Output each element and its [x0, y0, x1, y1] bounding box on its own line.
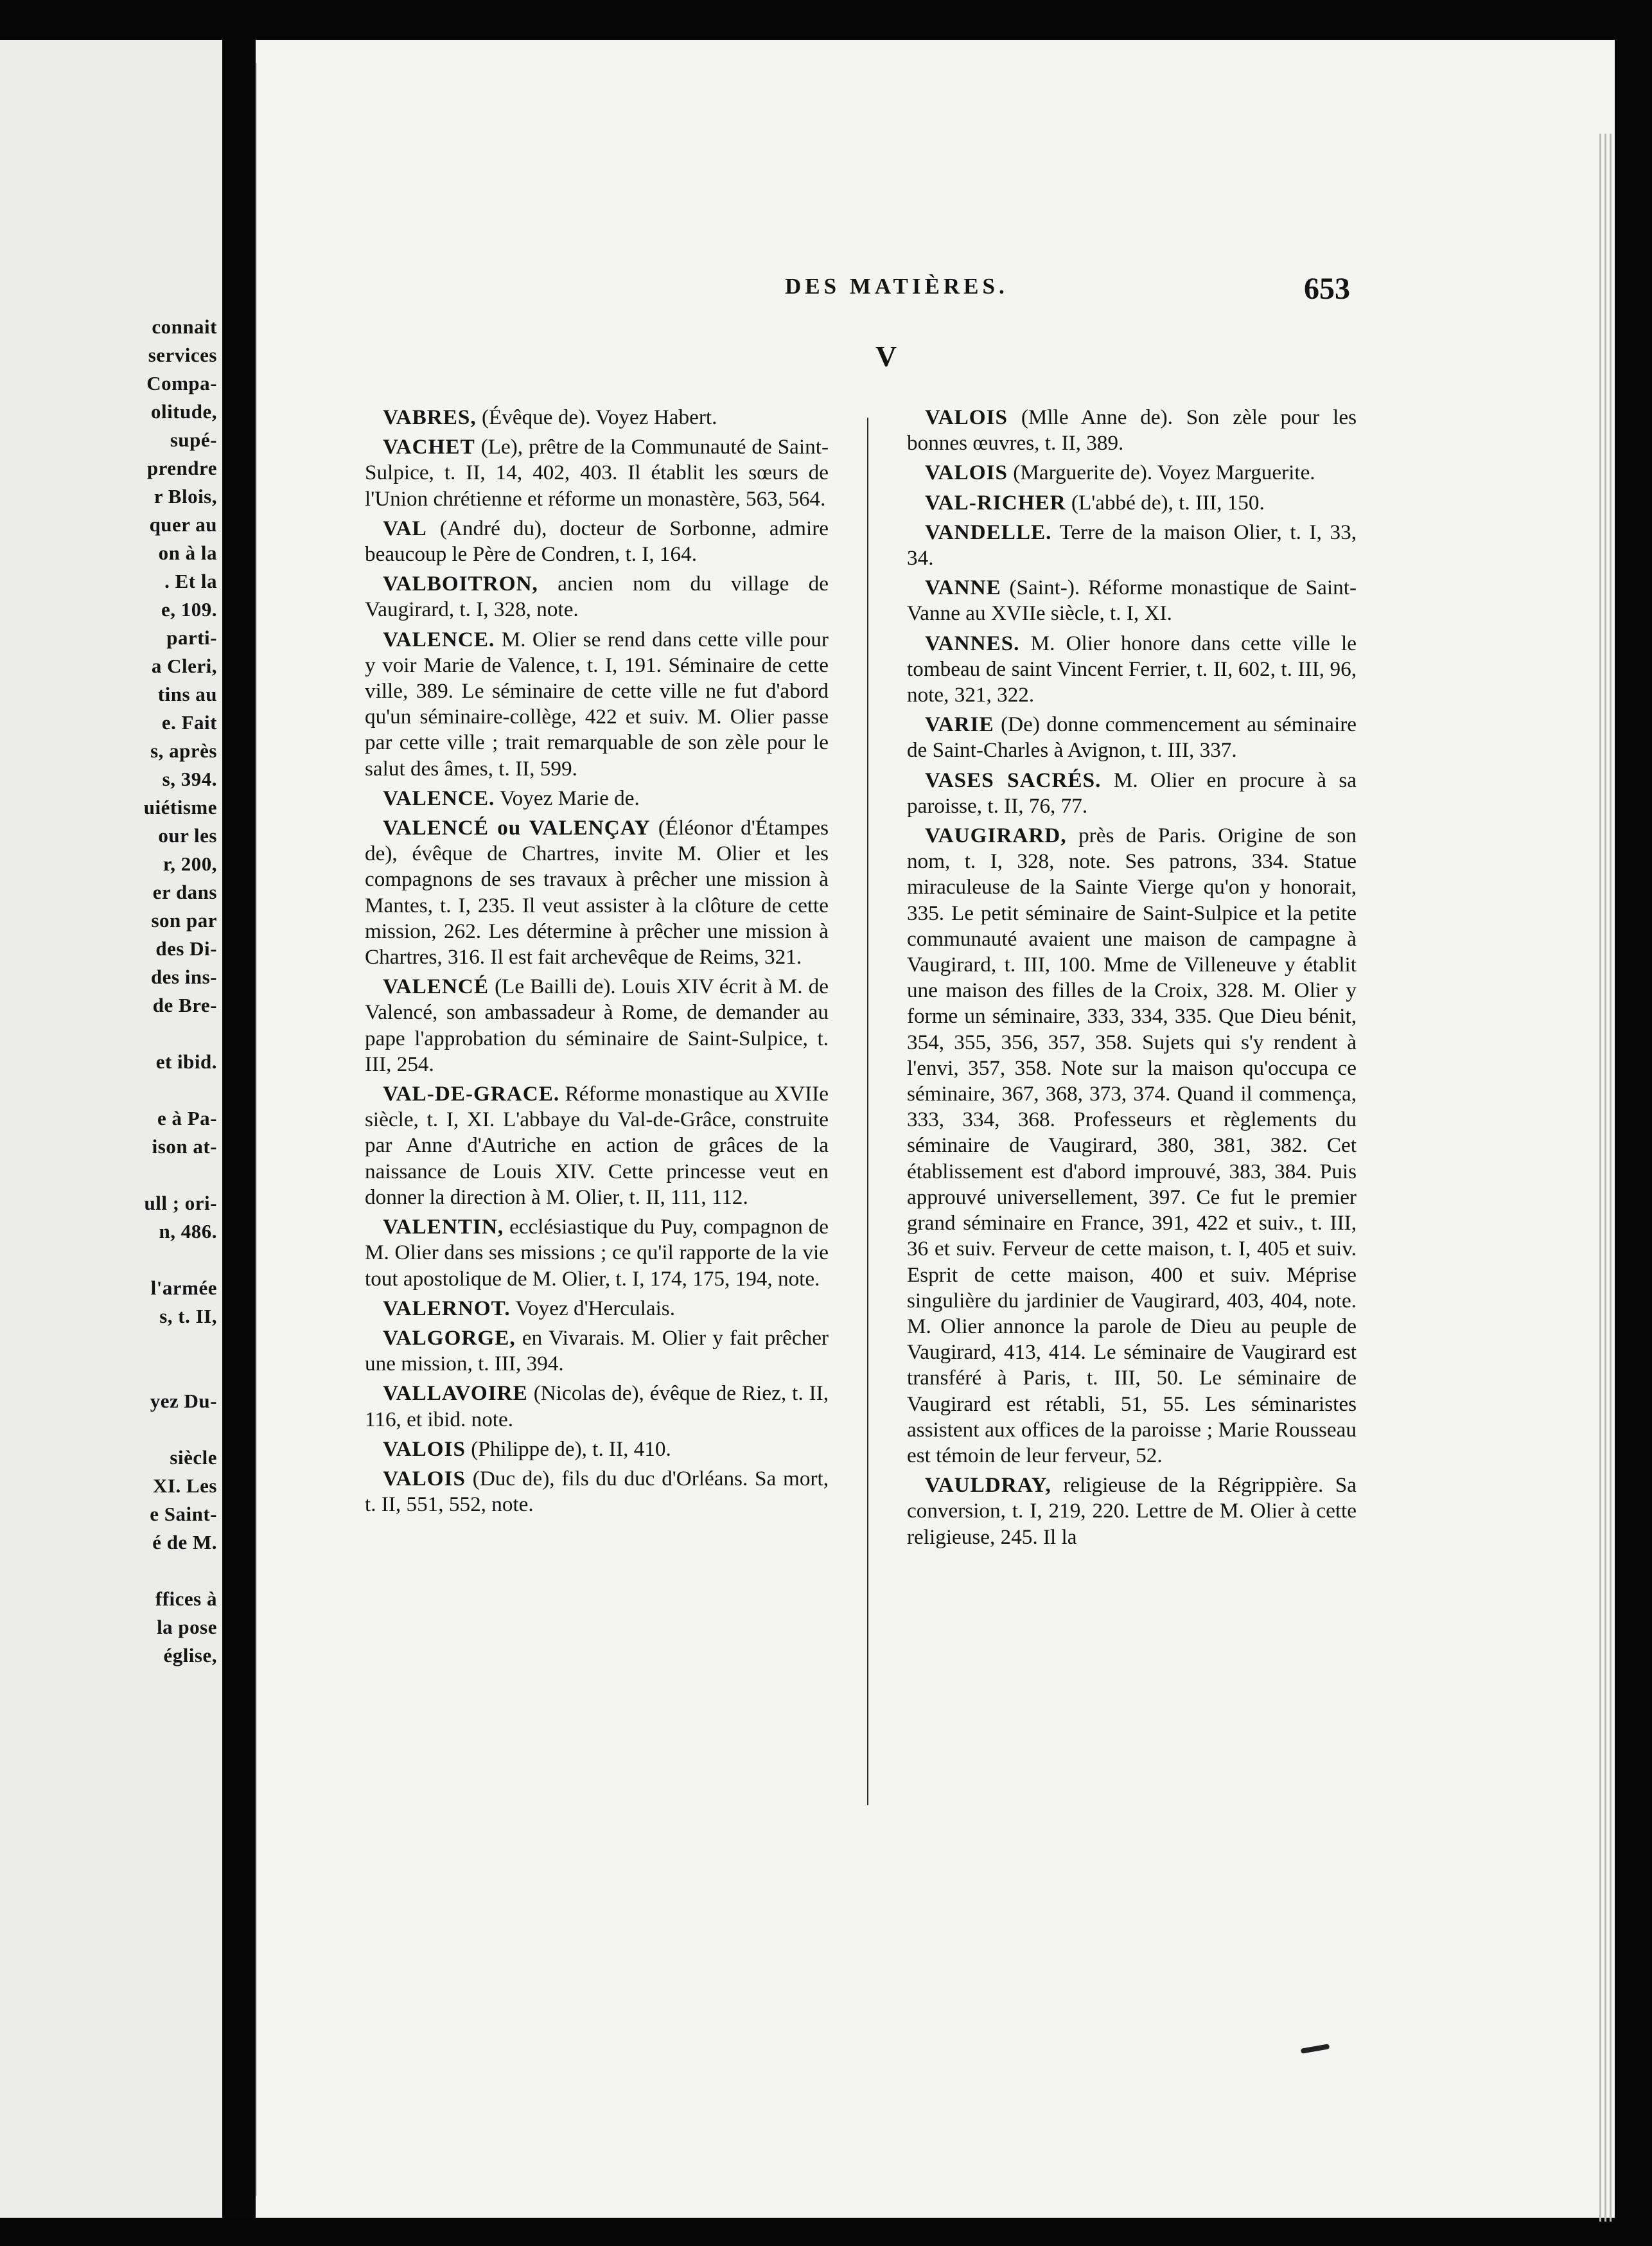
index-headword: VARIE	[925, 712, 994, 737]
index-entry	[907, 490, 1357, 516]
index-entry-text: religieuse de la Régrippière. Sa conversion, t. I, 219, 220. Lettre de M. Olier à cette religieuse, 245. Il la	[907, 1473, 1357, 1549]
index-headword: VALENCE.	[383, 627, 495, 651]
index-headword: VALOIS	[383, 1437, 466, 1461]
index-entry-text: ancien nom du village de Vaugirard, t. I, 328, note.	[365, 572, 829, 622]
previous-page-line: uiétisme	[143, 796, 217, 818]
previous-page-line: de Bre-	[152, 994, 217, 1016]
index-column-right	[907, 405, 1357, 1554]
index-entry-text: M. Olier se rend dans cette ville pour y voir Marie de Valence, t. I, 191. Séminaire de cette ville, 389. Le séminaire de cette ville ne fut d'abord qu'un séminaire-collège, 422 et suiv. M. Olier passe par cette ville ; trait remarquable de son zèle pour le salut des âmes, t. II, 599.	[365, 627, 829, 781]
previous-page-fragments	[24, 313, 217, 1670]
previous-page-line: r Blois,	[154, 485, 217, 508]
index-headword: VANNES.	[925, 631, 1020, 655]
index-entry	[365, 571, 829, 623]
section-letter: V	[875, 340, 897, 373]
previous-page-line: . Et la	[164, 570, 217, 592]
index-headword: VALERNOT.	[383, 1296, 511, 1320]
index-entry	[365, 1325, 829, 1377]
previous-page-line: ison at-	[152, 1135, 217, 1158]
index-entry	[365, 1381, 829, 1432]
previous-page-line	[24, 1557, 217, 1585]
index-entry	[365, 405, 829, 430]
previous-page-line: XI. Les	[153, 1474, 217, 1497]
previous-page-line: r, 200,	[163, 853, 217, 875]
previous-page-line: é de M.	[152, 1531, 217, 1553]
previous-page-line: our les	[158, 824, 217, 847]
index-headword: VASES SACRÉS.	[925, 768, 1102, 792]
index-entry-text: Réforme monastique au XVIIe siècle, t. I, XI. L'abbaye du Val-de-Grâce, construite par Anne d'Autriche en action de grâces de la naissance de Louis XIV. Cette princesse veut en donner la direction à M. Olier, t. II, 111, 112.	[365, 1082, 829, 1209]
index-entry-text: Terre de la maison Olier, t. I, 33, 34.	[907, 520, 1357, 570]
index-entry	[907, 1472, 1357, 1550]
book-spine	[222, 40, 256, 2218]
previous-page-line: parti-	[166, 626, 217, 649]
previous-page-line: quer au	[149, 513, 217, 536]
index-entry	[365, 974, 829, 1077]
previous-page-line: a Cleri,	[151, 655, 217, 677]
index-entry-text: (Le), prêtre de la Communauté de Saint-Sulpice, t. II, 14, 402, 403. Il établit les sœurs de l'Union chrétienne et réforme un monastère, 563, 564.	[365, 435, 829, 511]
index-entry	[907, 575, 1357, 626]
index-entry-text: (Philippe de), t. II, 410.	[465, 1437, 671, 1461]
index-headword: VALGORGE,	[383, 1325, 516, 1350]
index-entry	[907, 712, 1357, 763]
previous-page-line	[24, 1020, 217, 1048]
previous-page-line: s, 394.	[162, 768, 217, 790]
previous-page-line	[24, 1076, 217, 1104]
index-entry	[365, 1296, 829, 1322]
index-headword: VALOIS	[383, 1466, 466, 1490]
previous-page-line: services	[148, 344, 217, 366]
previous-page-line	[24, 1246, 217, 1274]
previous-page-strip	[0, 40, 222, 2218]
previous-page-line: s, t. II,	[159, 1305, 217, 1327]
previous-page-line: e Saint-	[150, 1503, 217, 1525]
page-edge	[1610, 134, 1612, 2222]
previous-page-line: prendre	[146, 457, 217, 479]
index-headword: VALBOITRON,	[383, 572, 538, 596]
index-entry-text: Voyez d'Herculais.	[510, 1296, 676, 1320]
index-entry-text: (Duc de), fils du duc d'Orléans. Sa mort, t. II, 551, 552, note.	[365, 1466, 829, 1517]
index-entry-text: Voyez Marie de.	[495, 786, 640, 810]
previous-page-line: er dans	[152, 881, 217, 903]
index-headword: VALOIS	[925, 461, 1008, 485]
previous-page-line: on à la	[158, 542, 217, 564]
previous-page-line: des Di-	[155, 937, 217, 960]
running-header: DES MATIÈRES.	[785, 274, 1008, 299]
index-entry	[907, 768, 1357, 819]
index-entry-text: (De) donne commencement au séminaire de Saint-Charles à Avignon, t. III, 337.	[907, 712, 1357, 763]
index-headword: VAL-DE-GRACE.	[383, 1082, 560, 1106]
previous-page-line	[24, 1161, 217, 1189]
previous-page-line: n, 486.	[159, 1220, 217, 1242]
index-headword: VANDELLE.	[925, 520, 1052, 544]
previous-page-line: supé-	[170, 429, 217, 451]
previous-page-line: yez Du-	[150, 1390, 217, 1412]
previous-page-line: e, 109.	[161, 598, 217, 621]
previous-page-line: la pose	[157, 1616, 217, 1638]
index-entry-text: (Nicolas de), évêque de Riez, t. II, 116, et ibid. note.	[365, 1381, 829, 1431]
page-number: 653	[1304, 272, 1350, 306]
previous-page-line	[24, 1415, 217, 1444]
index-entry	[365, 786, 829, 811]
index-entry-text: (Évêque de). Voyez Habert.	[476, 405, 717, 429]
index-entry-text: ecclésiastique du Puy, compagnon de M. Olier dans ses missions ; ce qu'il rapporte de la vie tout apostolique de M. Olier, t. I, 174, 175, 194, note.	[365, 1215, 829, 1291]
previous-page-line: e à Pa-	[157, 1107, 217, 1129]
index-entry-text: en Vivarais. M. Olier y fait prêcher une mission, t. III, 394.	[365, 1325, 829, 1376]
index-entry-text: (Éléonor d'Étampes de), évêque de Chartres, invite M. Olier et les compagnons de ses travaux à prêcher une mission à Mantes, t. I, 235. Il veut assister à la clôture de cette mission, 262. Les détermine à prêcher une mission à Chartres, 316. Il est fait archevêque de Reims, 321.	[365, 816, 829, 969]
previous-page-line: et ibid.	[155, 1050, 217, 1073]
index-headword: VALENCÉ ou VALENÇAY	[383, 816, 651, 840]
index-headword: VAULDRAY,	[925, 1473, 1051, 1498]
previous-page-line: ffices à	[155, 1587, 217, 1610]
index-entry-text: M. Olier honore dans cette ville le tombeau de saint Vincent Ferrier, t. II, 602, t. III, 96, note, 321, 322.	[907, 631, 1357, 707]
previous-page-line: olitude,	[150, 400, 217, 423]
index-entry	[907, 520, 1357, 571]
index-entry	[365, 815, 829, 970]
previous-page-line: des ins-	[150, 966, 217, 988]
index-headword: VALOIS	[925, 405, 1008, 429]
page-edge	[1604, 134, 1606, 2222]
index-entry	[365, 1081, 829, 1210]
index-entry	[365, 1214, 829, 1292]
previous-page-line: connait	[152, 315, 217, 338]
index-entry-text: M. Olier en procure à sa paroisse, t. II, 76, 77.	[907, 768, 1357, 818]
previous-page-line: son par	[151, 909, 217, 932]
previous-page-line: siècle	[170, 1446, 217, 1469]
index-entry-text: (Marguerite de). Voyez Marguerite.	[1007, 461, 1315, 485]
index-entry	[365, 516, 829, 567]
index-entry	[365, 434, 829, 512]
index-headword: VAL-RICHER	[925, 490, 1066, 515]
previous-page-line: e. Fait	[161, 711, 217, 734]
index-headword: VABRES,	[383, 405, 477, 429]
index-entry	[365, 1466, 829, 1517]
previous-page-line: ull ; ori-	[144, 1192, 217, 1214]
index-column-left	[365, 405, 829, 1521]
previous-page-line: s, après	[150, 739, 217, 762]
index-entry	[907, 823, 1357, 1469]
scan-border-top	[0, 0, 1652, 40]
page-edge	[1599, 134, 1601, 2222]
previous-page-line: église,	[163, 1644, 217, 1667]
scan-border-bottom	[0, 2218, 1652, 2246]
index-entry	[907, 631, 1357, 709]
index-entry-text: (L'abbé de), t. III, 150.	[1066, 490, 1265, 515]
index-entry	[907, 460, 1357, 486]
index-headword: VAL	[383, 516, 427, 540]
column-divider	[867, 418, 868, 1805]
index-entry	[907, 405, 1357, 456]
index-entry-text: (Saint-). Réforme monastique de Saint-Vanne au XVIIe siècle, t. I, XI.	[907, 576, 1357, 626]
previous-page-line: l'armée	[150, 1277, 217, 1299]
index-headword: VALENCÉ	[383, 975, 489, 999]
index-entry-text: (Mlle Anne de). Son zèle pour les bonnes œuvres, t. II, 389.	[907, 405, 1357, 455]
index-entry	[365, 627, 829, 782]
previous-page-line	[24, 1359, 217, 1387]
index-headword: VACHET	[383, 435, 475, 459]
scan-border-right	[1615, 0, 1652, 2246]
index-headword: VAUGIRARD,	[925, 824, 1067, 848]
previous-page-line: tins au	[157, 683, 217, 705]
index-headword: VALLAVOIRE	[383, 1381, 528, 1406]
index-headword: VALENCE.	[383, 786, 495, 810]
previous-page-line	[24, 1331, 217, 1359]
index-entry-text: près de Paris. Origine de son nom, t. I, 328, note. Ses patrons, 334. Statue miraculeuse de la Sainte Vierge qu'on y honorait, 335. Le petit séminaire de Saint-Sulpice et la petite communauté avaient une maison de campagne à Vaugirard, t. III, 100. Mme de Villeneuve y établit une maison des filles de la Croix, 328. M. Olier y forme un séminaire, 333, 334, 335. Que Dieu bénit, 354, 355, 356, 357, 358. Sujets qui s'y rendent à l'envi, 357, 358. Note sur la maison qu'occupa ce séminaire, 367, 368, 373, 374. Quand il commença, 333, 334, 368. Professeurs et règlements du séminaire de Vaugirard, 380, 381, 382. Cet établissement est d'abord improuvé, 383, 384. Puis approuvé universellement, 397. Ce fut le premier grand séminaire en France, 391, 422 et suiv., t. III, 36 et suiv. Ferveur de cette maison, t. I, 405 et suiv. Esprit de cette maison, 400 et suiv. Méprise singulière du jardinier de Vaugirard, 403, 404, note. M. Olier annonce la parole de Dieu au peuple de Vaugirard, 413, 414. Le séminaire de Vaugirard est transféré à Paris, t. III, 50. Le séminaire de Vaugirard est rétabli, 51, 55. Les séminaristes assistent aux offices de la paroisse ; Marie Rousseau est témoin de leur ferveur, 52.	[907, 824, 1357, 1467]
index-entry-text: (André du), docteur de Sorbonne, admire beaucoup le Père de Condren, t. I, 164.	[365, 516, 829, 567]
index-headword: VANNE	[925, 576, 1001, 600]
index-entry-text: (Le Bailli de). Louis XIV écrit à M. de Valencé, son ambassadeur à Rome, de demander au pape l'approbation du séminaire de Saint-Sulpice, t. III, 254.	[365, 975, 829, 1076]
index-entry	[365, 1437, 829, 1462]
previous-page-line: Compa-	[146, 372, 217, 394]
index-headword: VALENTIN,	[383, 1215, 504, 1239]
